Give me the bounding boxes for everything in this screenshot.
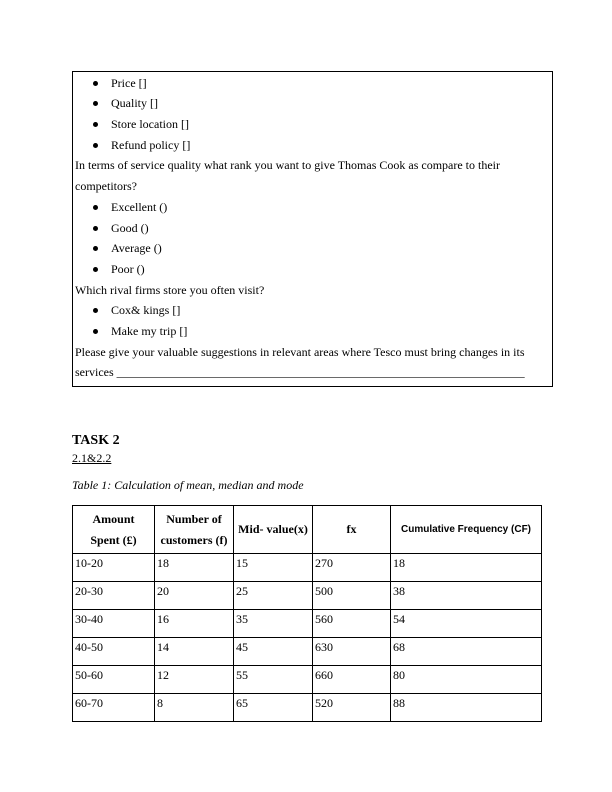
- cell-amount: 30-40: [73, 610, 155, 638]
- cell-cf: 38: [391, 582, 542, 610]
- cell-cf: 54: [391, 610, 542, 638]
- question-rival: Which rival firms store you often visit?: [75, 283, 265, 297]
- suggestion-line2: services ____________________________________________________________________: [75, 365, 525, 379]
- header-fx: [313, 506, 391, 554]
- option-poor: Poor (): [111, 262, 145, 276]
- cell-amount: 60-70: [73, 694, 155, 722]
- cell-frequency: 18: [155, 554, 234, 582]
- cell-cf: 80: [391, 666, 542, 694]
- cell-amount: 10-20: [73, 554, 155, 582]
- task-subtitle: 2.1&2.2: [72, 451, 112, 465]
- option-refund-policy: Refund policy []: [111, 138, 191, 152]
- cell-mid-value: 15: [234, 554, 313, 582]
- option-price: Price []: [111, 76, 147, 90]
- task-title: TASK 2: [72, 433, 120, 448]
- cell-frequency: 14: [155, 638, 234, 666]
- cell-mid-value: 45: [234, 638, 313, 666]
- header-number: [155, 506, 234, 554]
- table-row: [73, 666, 542, 694]
- option-store-location: Store location []: [111, 117, 189, 131]
- header-amount: [73, 506, 155, 554]
- cell-mid-value: 25: [234, 582, 313, 610]
- cell-frequency: 20: [155, 582, 234, 610]
- table-row: [73, 582, 542, 610]
- header-number-line1: Number of: [166, 511, 222, 526]
- cell-mid-value: 55: [234, 666, 313, 694]
- cell-frequency: 12: [155, 666, 234, 694]
- option-good: Good (): [111, 221, 149, 235]
- header-amount-line2: Spent (£): [90, 532, 137, 547]
- option-rival-2: Make my trip []: [111, 324, 188, 338]
- header-cf-text: Cumulative Frequency (CF): [400, 524, 532, 535]
- cell-mid-value: 65: [234, 694, 313, 722]
- frequency-table: [72, 505, 542, 722]
- cell-fx: 630: [313, 638, 391, 666]
- cell-fx: 660: [313, 666, 391, 694]
- table-row: [73, 694, 542, 722]
- cell-amount: 40-50: [73, 638, 155, 666]
- cell-fx: 520: [313, 694, 391, 722]
- question-rank-line2: competitors?: [75, 179, 137, 193]
- header-fx-text: fx: [346, 522, 357, 536]
- header-number-line2: customers (f): [160, 532, 228, 547]
- option-average: Average (): [111, 241, 162, 255]
- header-mid-value-text: Mid- value(x): [238, 522, 308, 536]
- cell-fx: 270: [313, 554, 391, 582]
- cell-frequency: 16: [155, 610, 234, 638]
- header-mid-value: [234, 506, 313, 554]
- cell-amount: 50-60: [73, 666, 155, 694]
- header-cf: [391, 506, 542, 554]
- table-row: [73, 610, 542, 638]
- header-amount-line1: Amount: [92, 511, 135, 526]
- table-row: [73, 638, 542, 666]
- table-caption: Table 1: Calculation of mean, median and mode: [72, 478, 304, 492]
- option-excellent: Excellent (): [111, 200, 168, 214]
- suggestion-line1: Please give your valuable suggestions in relevant areas where Tesco must bring changes in its: [75, 345, 525, 359]
- cell-fx: 500: [313, 582, 391, 610]
- cell-mid-value: 35: [234, 610, 313, 638]
- cell-frequency: 8: [155, 694, 234, 722]
- cell-cf: 88: [391, 694, 542, 722]
- cell-cf: 18: [391, 554, 542, 582]
- table-row: [73, 554, 542, 582]
- option-quality: Quality []: [111, 96, 158, 110]
- table-header-row: [73, 506, 542, 554]
- cell-fx: 560: [313, 610, 391, 638]
- survey-box: [72, 71, 553, 387]
- option-rival-1: Cox& kings []: [111, 303, 181, 317]
- question-rank-line1: In terms of service quality what rank you want to give Thomas Cook as compare to their: [75, 158, 501, 172]
- cell-cf: 68: [391, 638, 542, 666]
- cell-amount: 20-30: [73, 582, 155, 610]
